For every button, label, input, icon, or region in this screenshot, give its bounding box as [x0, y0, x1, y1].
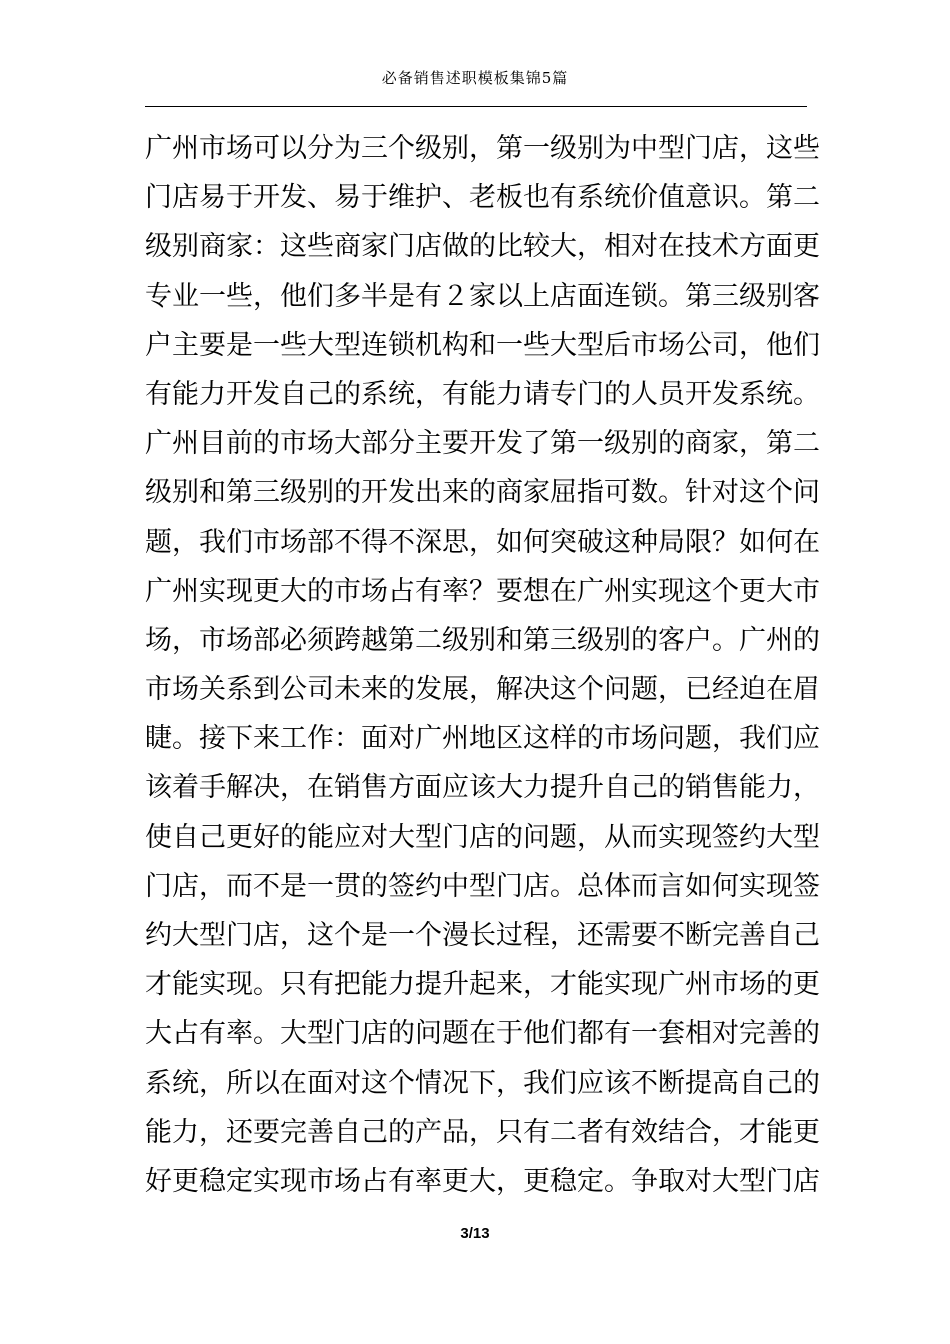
- text-line: 约大型门店，这个是一个漫长过程，还需要不断完善自己: [145, 920, 820, 951]
- body-text: [145, 124, 820, 1206]
- page-number: 3/13: [460, 1225, 490, 1242]
- text-line: 使自己更好的能应对大型门店的问题，从而实现签约大型: [145, 821, 820, 853]
- page-header-title: 必备销售述职模板集锦5篇: [381, 69, 569, 87]
- header-divider: [145, 106, 807, 107]
- text-line: 户主要是一些大型连锁机构和一些大型后市场公司，他们: [145, 329, 820, 361]
- text-line: 能力，还要完善自己的产品，只有二者有效结合，才能更: [145, 1116, 820, 1148]
- text-line: 大占有率。大型门店的问题在于他们都有一套相对完善的: [145, 1018, 820, 1050]
- text-line: 广州实现更大的市场占有率？要想在广州实现这个更大市: [145, 575, 820, 607]
- text-line: 系统，所以在面对这个情况下，我们应该不断提高自己的: [145, 1067, 820, 1099]
- text-line: 睫。接下来工作：面对广州地区这样的市场问题，我们应: [145, 723, 820, 755]
- text-line: 该着手解决，在销售方面应该大力提升自己的销售能力，: [145, 772, 820, 804]
- text-line: 市场关系到公司未来的发展，解决这个问题，已经迫在眉: [145, 674, 820, 706]
- text-line: 级别和第三级别的开发出来的商家屈指可数。针对这个问: [145, 477, 820, 509]
- text-line: 场，市场部必须跨越第二级别和第三级别的客户。广州的: [145, 624, 820, 656]
- text-line: 专业一些，他们多半是有２家以上店面连锁。第三级别客: [145, 280, 820, 312]
- text-line: 好更稳定实现市场占有率更大，更稳定。争取对大型门店: [145, 1165, 820, 1197]
- text-line: 广州目前的市场大部分主要开发了第一级别的商家，第二: [145, 428, 820, 460]
- text-line: 门店易于开发、易于维护、老板也有系统价值意识。第二: [145, 182, 820, 214]
- text-line: 广州市场可以分为三个级别，第一级别为中型门店，这些: [145, 133, 820, 164]
- text-line: 门店，而不是一贯的签约中型门店。总体而言如何实现签: [145, 870, 820, 902]
- text-line: 有能力开发自己的系统，有能力请专门的人员开发系统。: [145, 378, 820, 410]
- text-line: 题，我们市场部不得不深思，如何突破这种局限？如何在: [145, 526, 820, 558]
- text-line: 级别商家：这些商家门店做的比较大，相对在技术方面更: [145, 231, 820, 263]
- text-line: 才能实现。只有把能力提升起来，才能实现广州市场的更: [145, 969, 820, 1001]
